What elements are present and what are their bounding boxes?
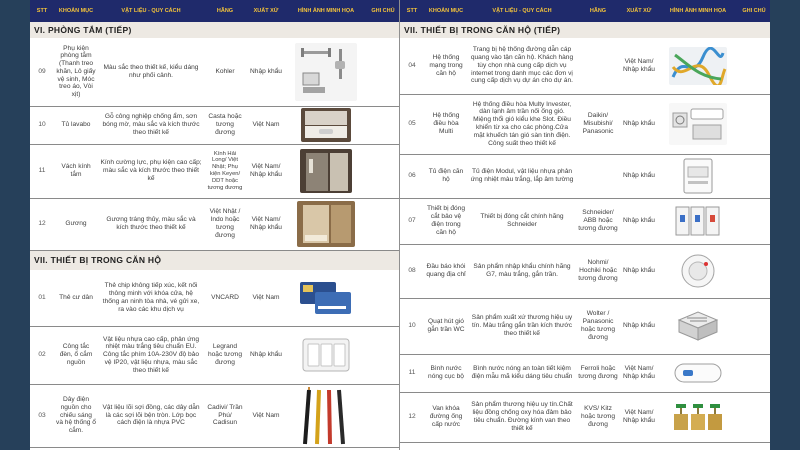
table-row xyxy=(30,144,400,198)
table-row xyxy=(30,270,400,326)
col-xuat-xu: XUẤT XỨ xyxy=(620,0,658,22)
row-item: Bình nước nóng cục bộ xyxy=(424,354,468,392)
row-brand xyxy=(576,38,620,94)
table-row xyxy=(30,384,400,447)
table-header-row xyxy=(400,0,770,22)
row-stt: 02 xyxy=(30,326,54,384)
row-brand: Legrand hoặc tương đương xyxy=(204,326,246,384)
row-spec: Trang bị hệ thống đường dẫn cáp quang vào tận căn hộ. Khách hàng tùy chọn nhà cung cấp dịch vụ internet trong danh mục các đơn vị cung cấp dịch vụ dự án cho dự án. xyxy=(468,38,576,94)
row-origin: Việt Nam/ Nhập khẩu xyxy=(620,354,658,392)
row-origin: Nhập khẩu xyxy=(620,154,658,198)
row-note xyxy=(738,354,770,392)
row-item: Công tắc đèn, ổ cắm nguồn xyxy=(54,326,98,384)
exhaust-fan-image xyxy=(673,306,723,346)
col-vat-lieu: VẬT LIỆU - QUY CÁCH xyxy=(468,0,576,22)
row-note xyxy=(738,38,770,94)
row-stt: 11 xyxy=(400,354,424,392)
row-stt: 11 xyxy=(30,144,54,198)
row-image xyxy=(286,326,366,384)
row-item: Van khóa đường ống cấp nước xyxy=(424,392,468,442)
row-spec: Sản phẩm thương hiệu uy tín.Chất liệu đồng chống oxy hóa đảm bảo tiêu chuẩn. Đường kính van theo thiết kế xyxy=(468,392,576,442)
table-row xyxy=(400,154,770,198)
row-origin: Nhập khẩu xyxy=(620,244,658,298)
circuit-breaker-image xyxy=(672,203,724,239)
row-image xyxy=(658,154,738,198)
row-item: Phụ kiện phòng tắm (Thanh treo khăn, Lô giấy vệ sinh, Móc treo áo, Vòi xịt) xyxy=(54,38,98,106)
row-stt: 04 xyxy=(400,38,424,94)
row-item: Hệ thống điều hòa Multi xyxy=(424,94,468,154)
row-brand: Ferroli hoặc tương đương xyxy=(576,354,620,392)
col-hinh-anh: HÌNH ẢNH MINH HỌA xyxy=(658,0,738,22)
air-conditioner-image xyxy=(669,103,727,145)
row-origin: Việt Nam/ Nhập khẩu xyxy=(246,198,286,250)
row-brand: Cadivi/ Trần Phú/ Cadisun xyxy=(204,384,246,447)
row-image xyxy=(658,354,738,392)
table-row xyxy=(30,326,400,384)
col-xuat-xu: XUẤT XỨ xyxy=(246,0,286,22)
table-header-row xyxy=(30,0,400,22)
row-spec: Gỗ công nghiệp chống ẩm, sơn bóng mờ, màu sắc và kích thước theo thiết kế xyxy=(98,106,204,144)
row-spec: Thẻ chip không tiếp xúc, kết nối thông minh với khóa cửa, hệ thống an ninh tòa nhà, vé gửi xe, ra vào các khu dịch vụ xyxy=(98,270,204,326)
col-khoan-muc: KHOẢN MỤC xyxy=(54,0,98,22)
row-image xyxy=(658,198,738,244)
row-note xyxy=(366,384,400,447)
row-item: Tủ lavabo xyxy=(54,106,98,144)
table-row xyxy=(400,298,770,354)
table-row xyxy=(30,106,400,144)
table-row xyxy=(400,244,770,298)
document-page xyxy=(30,0,770,450)
table-row xyxy=(400,94,770,154)
row-image xyxy=(658,298,738,354)
row-stt: 01 xyxy=(30,270,54,326)
valve-image xyxy=(670,396,726,438)
row-item: Dây điện nguồn cho chiếu sáng và hệ thống ổ cắm. xyxy=(54,384,98,447)
row-image xyxy=(286,144,366,198)
row-item: Vách kính tắm xyxy=(54,144,98,198)
row-note xyxy=(366,326,400,384)
row-spec: Sản phẩm xuất xứ thương hiệu uy tín. Màu trắng gắn trần kích thước theo thiết kế xyxy=(468,298,576,354)
table-row xyxy=(400,38,770,94)
left-table-panel xyxy=(30,0,400,450)
lavabo-cabinet-image xyxy=(301,108,351,142)
row-note xyxy=(366,198,400,250)
row-origin: Việt Nam/ Nhập khẩu xyxy=(246,144,286,198)
col-hang: HÃNG xyxy=(576,0,620,22)
row-origin: Việt Nam xyxy=(246,270,286,326)
row-spec: Màu sắc theo thiết kế, kiểu dáng như phối cảnh. xyxy=(98,38,204,106)
row-spec: Kính cường lực, phụ kiện cao cấp; màu sắc và kích thước theo thiết kế xyxy=(98,144,204,198)
row-image xyxy=(286,270,366,326)
row-origin: Nhập khẩu xyxy=(620,198,658,244)
row-item: Thiết bị đóng cắt bảo vệ điện trong căn hộ xyxy=(424,198,468,244)
row-note xyxy=(366,270,400,326)
row-brand: Việt Nhật / Indo hoặc tương đương xyxy=(204,198,246,250)
smoke-detector-image xyxy=(678,251,718,291)
col-stt: STT xyxy=(400,0,424,22)
row-note xyxy=(738,298,770,354)
row-stt: 12 xyxy=(30,198,54,250)
row-image xyxy=(286,384,366,447)
col-vat-lieu: VẬT LIỆU - QUY CÁCH xyxy=(98,0,204,22)
row-image xyxy=(286,198,366,250)
row-item: Hệ thống mạng trong căn hộ xyxy=(424,38,468,94)
row-stt: 08 xyxy=(400,244,424,298)
electric-wire-image xyxy=(297,386,355,446)
mirror-image xyxy=(297,201,355,247)
row-brand: VNCARD xyxy=(204,270,246,326)
equipment-table-right xyxy=(400,0,770,443)
row-item: Gương xyxy=(54,198,98,250)
row-spec: Vật liệu nhựa cao cấp, phản ứng nhiệt màu trắng tiêu chuẩn EU. Công tắc phím 10A-230V độ bảo vệ IP20, vật liệu nhựa, màu sắc theo thiết kế xyxy=(98,326,204,384)
row-spec: Hệ thống điều hòa Multy Invester, dàn lạnh âm trần nối ống gió. Miệng thổi gió kiểu khe Slot. Điều khiển từ xa cho các phòng.Cửa mặt khuếch tán gió sàn tinh điện. Công suất theo thiết kế xyxy=(468,94,576,154)
row-stt: 06 xyxy=(400,154,424,198)
row-brand: Nohmi/ Hochiki hoặc tương đương xyxy=(576,244,620,298)
row-note xyxy=(738,154,770,198)
row-spec: Vật liệu lõi sợi đồng, các dây dẫn là các sợi lõi bện tròn. Lớp bọc cách điện là nhựa PVC xyxy=(98,384,204,447)
row-stt: 10 xyxy=(400,298,424,354)
row-brand: Kohler xyxy=(204,38,246,106)
row-origin: Nhập khẩu xyxy=(246,326,286,384)
row-image xyxy=(658,38,738,94)
row-note xyxy=(366,144,400,198)
row-brand: Schneider/ ABB hoặc tương đương xyxy=(576,198,620,244)
row-origin: Việt Nam xyxy=(246,106,286,144)
row-image xyxy=(658,94,738,154)
row-spec: Gương tráng thủy, màu sắc và kích thước theo thiết kế xyxy=(98,198,204,250)
row-image xyxy=(286,106,366,144)
section-heading: VI. PHÒNG TẮM (TIẾP) xyxy=(30,22,400,38)
row-origin: Nhập khẩu xyxy=(246,38,286,106)
shower-glass-image xyxy=(300,149,352,193)
row-spec: Tủ điện Modul, vật liệu nhựa phản ứng nhiệt màu trắng, lắp âm tường xyxy=(468,154,576,198)
row-brand: Kính Hải Long/ Việt Nhật; Phụ kiện Keyen/ DDT hoặc tương đương xyxy=(204,144,246,198)
row-stt: 12 xyxy=(400,392,424,442)
row-note xyxy=(366,38,400,106)
row-spec: Thiết bị đóng cắt chính hãng Schneider xyxy=(468,198,576,244)
col-stt: STT xyxy=(30,0,54,22)
electrical-panel-image xyxy=(678,157,718,195)
row-stt: 10 xyxy=(30,106,54,144)
col-hang: HÃNG xyxy=(204,0,246,22)
row-origin: Việt Nam xyxy=(246,384,286,447)
row-item: Đầu báo khói quang địa chỉ xyxy=(424,244,468,298)
col-ghi-chu: GHI CHÚ xyxy=(366,0,400,22)
row-image xyxy=(286,38,366,106)
row-stt: 07 xyxy=(400,198,424,244)
bathroom-accessories-image xyxy=(295,43,357,101)
row-brand: Casta hoặc tương đương xyxy=(204,106,246,144)
row-image xyxy=(658,392,738,442)
row-stt: 03 xyxy=(30,384,54,447)
row-item: Tủ điện căn hộ xyxy=(424,154,468,198)
switch-socket-image xyxy=(297,335,355,375)
row-brand: Wolter / Panasonic hoặc tương đương xyxy=(576,298,620,354)
resident-card-image xyxy=(297,276,355,320)
row-stt: 05 xyxy=(400,94,424,154)
table-row xyxy=(30,38,400,106)
row-note xyxy=(366,106,400,144)
equipment-table-left xyxy=(30,0,400,448)
section-heading: VII. THIẾT BỊ TRONG CĂN HỘ xyxy=(30,250,400,270)
row-note xyxy=(738,94,770,154)
right-table-panel xyxy=(400,0,770,450)
row-origin: Việt Nam/ Nhập khẩu xyxy=(620,38,658,94)
row-item: Quạt hút gió gắn trần WC xyxy=(424,298,468,354)
row-origin: Việt Nam/ Nhập khẩu xyxy=(620,392,658,442)
row-brand xyxy=(576,154,620,198)
table-row xyxy=(30,198,400,250)
row-note xyxy=(738,244,770,298)
row-spec: Bình nước nóng an toàn tiết kiệm điện mẫu mã kiểu dáng tiêu chuẩn xyxy=(468,354,576,392)
section-heading: VII. THIẾT BỊ TRONG CĂN HỘ (TIẾP) xyxy=(400,22,770,38)
water-heater-image xyxy=(671,358,725,388)
table-row xyxy=(400,198,770,244)
row-stt: 09 xyxy=(30,38,54,106)
row-origin: Nhập khẩu xyxy=(620,298,658,354)
row-note xyxy=(738,392,770,442)
table-row xyxy=(400,392,770,442)
table-row xyxy=(400,354,770,392)
row-image xyxy=(658,244,738,298)
col-ghi-chu: GHI CHÚ xyxy=(738,0,770,22)
col-hinh-anh: HÌNH ẢNH MINH HỌA xyxy=(286,0,366,22)
network-cable-image xyxy=(669,47,727,85)
row-note xyxy=(738,198,770,244)
row-spec: Sản phẩm nhập khẩu chính hãng G7, màu trắng, gắn trần. xyxy=(468,244,576,298)
row-origin: Nhập khẩu xyxy=(620,94,658,154)
col-khoan-muc: KHOẢN MỤC xyxy=(424,0,468,22)
row-brand: Daikin/ Misubishi/ Panasonic xyxy=(576,94,620,154)
row-brand: KVS/ Kitz hoặc tương đương xyxy=(576,392,620,442)
row-item: Thẻ cư dân xyxy=(54,270,98,326)
